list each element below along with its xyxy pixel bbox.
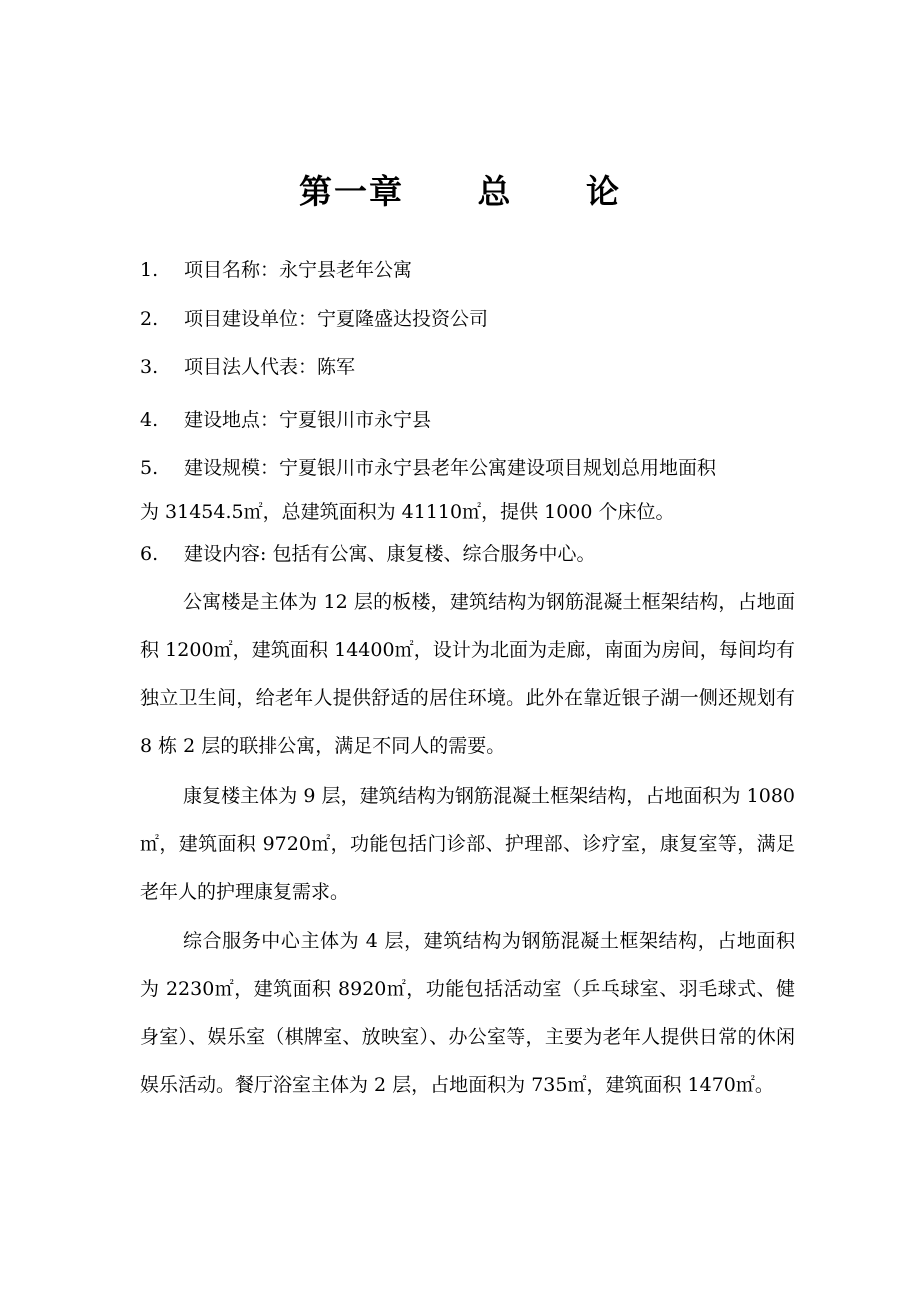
list-item-text: 项目名称：永宁县老年公寓 xyxy=(184,259,413,281)
list-item-continuation: 为 31454.5㎡，总建筑面积为 41110㎡，提供 1000 个床位。 xyxy=(140,501,675,523)
list-item-text: 项目建设单位：宁夏隆盛达投资公司 xyxy=(184,308,489,330)
list-item-number: 1. xyxy=(140,259,159,281)
list-item-text: 项目法人代表：陈军 xyxy=(184,356,356,378)
chapter-title-word-2: 论 xyxy=(586,172,621,211)
chapter-title-word-1: 总 xyxy=(477,172,513,211)
list-item-number: 5. xyxy=(140,457,159,479)
list-item-number: 4. xyxy=(140,409,159,431)
paragraph-service-center: 综合服务中心主体为 4 层，建筑结构为钢筋混凝土框架结构，占地面积为 2230㎡，建筑面积 8920㎡，功能包括活动室（乒乓球室、羽毛球式、健身室）、娱乐室（棋牌室、放映室）、办公室等，主要为老年人提供日常的休闲娱乐活动。餐厅浴室主体为 2 层，占地面积为 735㎡，建筑面积 1470㎡。 xyxy=(140,930,795,1096)
paragraph-apartment: 公寓楼是主体为 12 层的板楼，建筑结构为钢筋混凝土框架结构，占地面积 1200㎡，建筑面积 14400㎡，设计为北面为走廊，南面为房间，每间均有独立卫生间，给老年人提供舒适的居住环境。此外在靠近银子湖一侧还规划有 8 栋 2 层的联排公寓，满足不同人的需要。 xyxy=(140,591,795,757)
list-item-number: 3. xyxy=(140,356,159,378)
list-item xyxy=(140,455,800,481)
list-item xyxy=(140,541,800,567)
list-item-text: 建设地点：宁夏银川市永宁县 xyxy=(184,409,432,431)
list-item xyxy=(140,257,800,283)
list-item-text: 建设内容: 包括有公寓、康复楼、综合服务中心。 xyxy=(184,543,596,565)
list-item xyxy=(140,407,800,433)
list-item xyxy=(140,306,800,332)
list-item-number: 6. xyxy=(140,543,159,565)
list-item-number: 2. xyxy=(140,308,159,330)
list-item-text: 建设规模：宁夏银川市永宁县老年公寓建设项目规划总用地面积 xyxy=(184,457,717,479)
chapter-number: 第一章 xyxy=(299,172,404,211)
list-item xyxy=(140,354,800,380)
chapter-title xyxy=(0,170,920,214)
paragraph-rehab: 康复楼主体为 9 层，建筑结构为钢筋混凝土框架结构，占地面积为 1080㎡，建筑面积 9720㎡，功能包括门诊部、护理部、诊疗室，康复室等，满足老年人的护理康复需求。 xyxy=(140,785,795,903)
